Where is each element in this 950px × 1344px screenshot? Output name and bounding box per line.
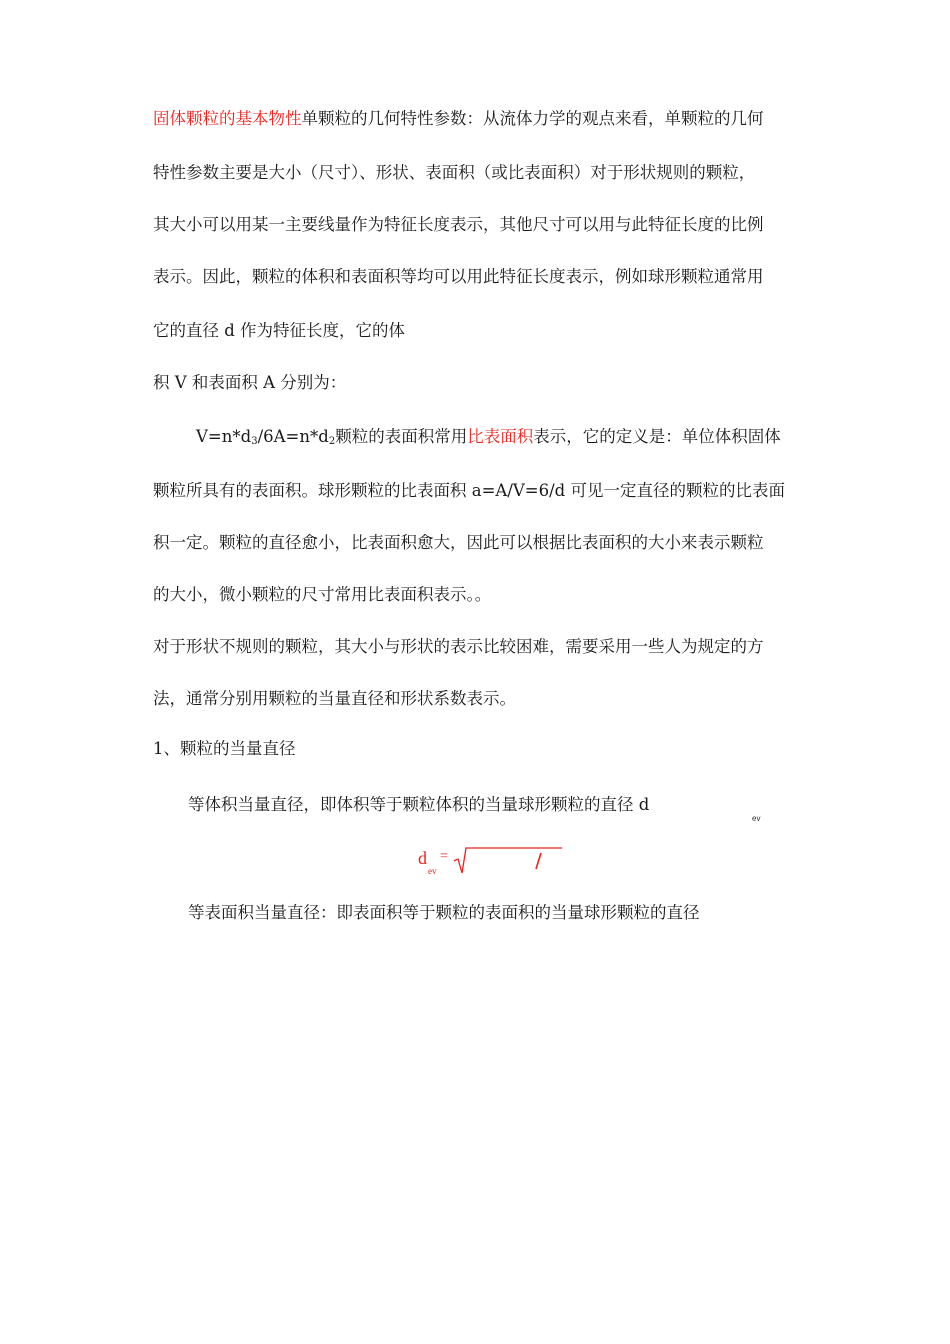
paragraph-line-12: 法，通常分别用颗粒的当量直径和形状系数表示。	[153, 689, 516, 708]
text-span: 颗粒的表面积常用	[335, 427, 468, 446]
text-span: 单颗粒的几何特性参数：从流体力学的观点来看，单颗粒的几何	[301, 109, 764, 128]
formula-text: /6A=n*d	[257, 427, 329, 446]
subscript-ev: ev	[752, 814, 761, 823]
formula-subscript: ev	[428, 866, 437, 876]
paragraph-line-6: 积 V 和表面积 A 分别为：	[153, 373, 347, 392]
text-span: 表示，它的定义是：单位体积固体	[533, 427, 781, 446]
equivalent-diameter-formula	[418, 845, 568, 879]
paragraph-line-1	[153, 108, 764, 130]
paragraph-line-7	[196, 426, 781, 453]
formula-equals: =	[440, 849, 448, 864]
paragraph-line-5: 它的直径 d 作为特征长度，它的体	[153, 321, 406, 340]
paragraph-line-10: 的大小，微小颗粒的尺寸常用比表面积表示。。	[153, 585, 492, 604]
square-root-icon	[418, 845, 568, 879]
formula-text: V=n*d	[196, 427, 252, 446]
highlight-term: 比表面积	[467, 427, 534, 446]
subscript: 2	[328, 436, 336, 447]
paragraph-line-2: 特性参数主要是大小（尺寸）、形状、表面积（或比表面积）对于形状规则的颗粒，	[153, 163, 756, 182]
formula-d: d	[418, 848, 427, 868]
subscript: 3	[251, 436, 258, 447]
paragraph-line-15: 等表面积当量直径：即表面积等于颗粒的表面积的当量球形颗粒的直径	[188, 903, 700, 922]
section-heading: 1、颗粒的当量直径	[153, 739, 296, 758]
paragraph-line-11: 对于形状不规则的颗粒，其大小与形状的表示比较困难，需要采用一些人为规定的方	[153, 637, 764, 656]
paragraph-line-9: 积一定。颗粒的直径愈小，比表面积愈大，因此可以根据比表面积的大小来表示颗粒	[153, 533, 764, 552]
paragraph-line-8: 颗粒所具有的表面积。球形颗粒的比表面积 a=A/V=6/d 可见一定直径的颗粒的比表面	[153, 481, 785, 500]
heading-red-title: 固体颗粒的基本物性	[153, 109, 302, 128]
paragraph-line-3: 其大小可以用某一主要线量作为特征长度表示，其他尺寸可以用与此特征长度的比例	[153, 215, 764, 234]
paragraph-line-14: 等体积当量直径，即体积等于颗粒体积的当量球形颗粒的直径 d	[188, 795, 650, 814]
paragraph-line-4: 表示。因此，颗粒的体积和表面积等均可以用此特征长度表示，例如球形颗粒通常用	[153, 267, 764, 286]
